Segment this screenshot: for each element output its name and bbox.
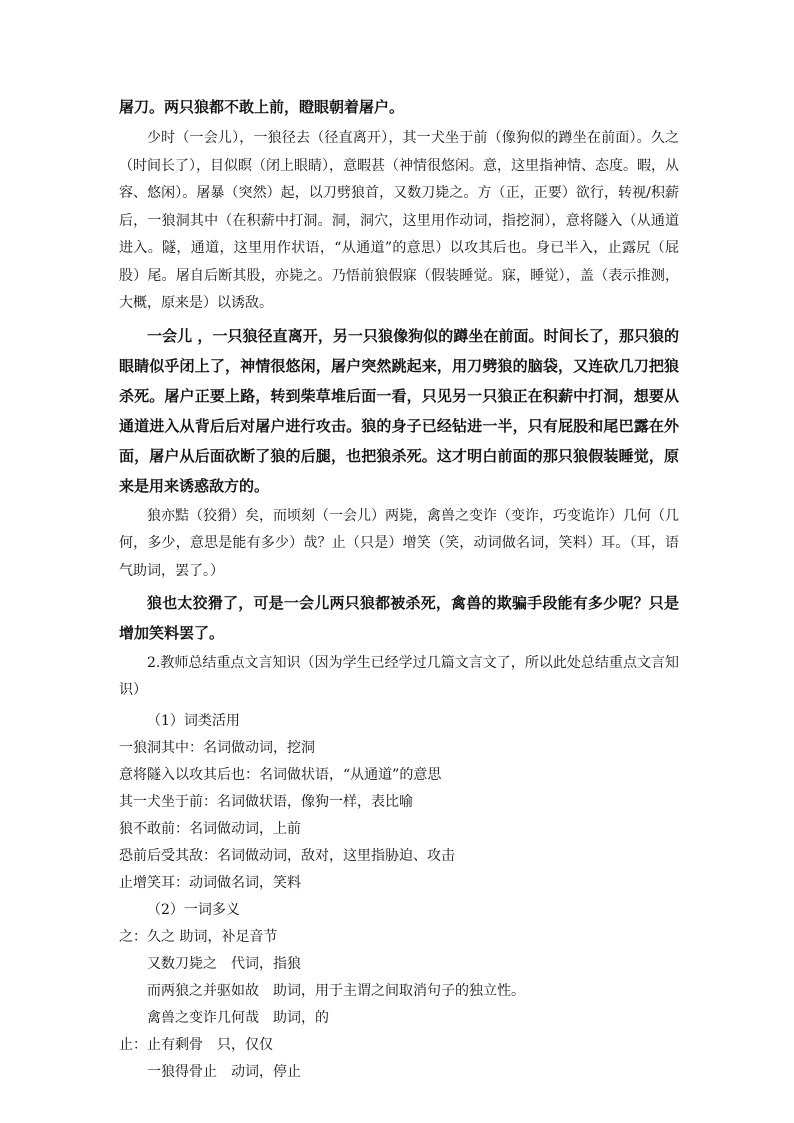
list-item: 一狼洞其中：名词做动词，挖洞 — [119, 740, 315, 756]
list-item: 意将隧入以攻其后也：名词做状语，“从通道”的意思 — [119, 767, 442, 783]
paragraph-translation-1: 一会儿 ，一只狼径直离开，另一只狼像狗似的蹲坐在前面。时间长了，那只狼的眼睛似乎闭上了，神情很悠闲，屠户突然跳起来，用刀劈狼的脑袋，又连砍几刀把狼杀死。屠户正要上路，转到柴草堆后面一看，只见另一只狼正在积薪中打洞，想要从通道进入从背后后对屠户进行攻击。狼的身子已经钻进一半，只有屁股和尾巴露在外面，屠户从后面砍断了狼的后腿，也把狼杀死。这才明白前面的那只狼假装睡觉，原来是用来诱惑敌方的。 — [119, 326, 679, 495]
list-item: 恐前后受其敌：名词做动词，敌对，这里指胁迫、攻击 — [119, 848, 455, 864]
document-page — [119, 92, 679, 1086]
section-heading: （1）词类活用 — [147, 713, 240, 729]
list-item: 止：止有剩骨 只，仅仅 — [119, 1037, 273, 1053]
paragraph-classical-2: 狼亦黠（狡猾）矣，而顷刻（一会儿）两毙，禽兽之变诈（变诈，巧变诡诈）几何（几何，多少，意思是能有多少）哉？止（只是）增笑（笑，动词做名词，笑料）耳。（耳，语气助词，罢了。） — [119, 507, 679, 579]
section-heading: （2）一词多义 — [147, 902, 240, 918]
section-polysemy — [119, 897, 679, 1086]
section-word-class — [119, 708, 679, 897]
list-item: 一狼得骨止 动词，停止 — [147, 1064, 301, 1080]
paragraph-translation-2: 狼也太狡猾了，可是一会儿两只狼都被杀死，禽兽的欺骗手段能有多少呢？只是增加笑料罢了。 — [119, 594, 679, 642]
list-item: 之：久之 助词，补足音节 — [119, 929, 278, 945]
paragraph-classical-1: 少时（一会儿），一狼径去（径直离开），其一犬坐于前（像狗似的蹲坐在前面）。久之（时间长了），目似瞑（闭上眼睛），意暇甚（神情很悠闲。意，这里指神情、态度。暇，从容、悠闲）。屠暴（突然）起，以刀劈狼首，又数刀毙之。方（正，正要）欲行，转视/积薪后，一狼洞其中（在积薪中打洞。洞，洞穴，这里用作动词，指挖洞），意将隧入（从通道进入。隧，通道，这里用作状语，“从通道”的意思）以攻其后也。身已半入，止露尻（屁股）尾。屠自后断其股，亦毙之。乃悟前狼假寐（假装睡觉。寐，睡觉），盖（表示推测，大概，原来是）以诱敌。 — [119, 130, 679, 311]
paragraph-bold-1: 屠刀。两只狼都不敢上前，瞪眼朝着屠户。 — [119, 98, 405, 116]
list-item: 止增笑耳：动词做名词，笑料 — [119, 875, 301, 891]
list-item: 而两狼之并驱如故 助词，用于主谓之间取消句子的独立性。 — [147, 983, 525, 999]
list-item: 狼不敢前：名词做动词，上前 — [119, 821, 301, 837]
list-item: 禽兽之变诈几何哉 助词，的 — [147, 1010, 329, 1026]
paragraph-summary-intro: 2.教师总结重点文言知识（因为学生已经学过几篇文言文了，所以此处总结重点文言知识） — [119, 655, 679, 698]
list-item: 又数刀毙之 代词，指狼 — [147, 956, 301, 972]
list-item: 其一犬坐于前：名词做状语，像狗一样，表比喻 — [119, 794, 413, 810]
